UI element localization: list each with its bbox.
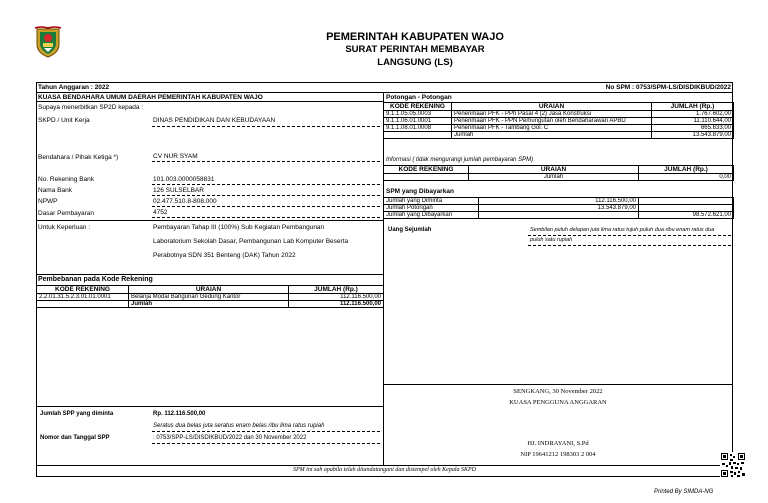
uang-line2: puluh satu rupiah	[530, 237, 573, 243]
table-row: 9.1.1.08.01.0008 Penerimaan PFK - Tambang Gol. C 665.633,00	[384, 125, 734, 132]
pembebanan-total-label: Jumlah	[129, 301, 289, 308]
skpd-label: SKPD / Unit Kerja	[38, 117, 90, 124]
informasi-text: Informasi ( tidak mengurangi jumlah pembayaran SPM)	[386, 157, 534, 163]
sign-place-date: SENGKANG, 30 November 2022	[513, 388, 603, 395]
npwp-value: 02.477.510.8-808.000	[153, 198, 217, 205]
qr-code	[720, 452, 746, 478]
rekening-label: No. Rekening Bank	[38, 176, 95, 183]
potongan-header-uraian: URAIAN	[452, 103, 652, 111]
bendahara-label: Bendahara / Pihak Ketiga *)	[38, 154, 119, 161]
info-header-jumlah: JUMLAH (Rp.)	[639, 166, 734, 174]
bendahara-value: CV NUR SYAM	[153, 153, 198, 160]
rekening-value: 101.003.0000058831	[153, 176, 215, 183]
bank-label: Nama Bank	[38, 187, 72, 194]
table-row: 2.2.01.31.5.2.3.01.01.0001 Belanja Modal Bangunan Gedung Kantor 112.116.500,00	[37, 294, 384, 301]
table-row: Jumlah yang Dibayarkan 98.572.621,00	[384, 212, 734, 219]
footer-note: SPM ini sah apabila telah ditandatangani dan distempel oleh Kepala SKPD	[293, 467, 476, 473]
printed-by: Printed By SIMDA-NG	[654, 489, 714, 495]
pembebanan-header-kode: KODE REKENING	[37, 286, 129, 294]
dasar-label: Dasar Pembayaran	[38, 210, 94, 217]
potongan-total: 13.543.879,00	[652, 132, 734, 139]
keperluan-label: Untuk Keperluan :	[38, 224, 91, 231]
pembebanan-total: 112.116.500,00	[289, 301, 384, 308]
dibayarkan-table	[383, 197, 734, 219]
potongan-title: Potongan - Potongan	[386, 94, 452, 101]
pembebanan-header-uraian: URAIAN	[129, 286, 289, 294]
uang-line1: Sembilan puluh delapan juta lima ratus tujuh puluh dua ribu enam ratus dua	[530, 227, 715, 233]
pembebanan-title: Pembebanan pada Kode Rekening	[38, 276, 153, 283]
info-total-label: Jumlah	[469, 174, 639, 181]
nomor-value: : 0753/SPP-LS/DISDIKBUD/2022 dan 30 November 2022	[153, 435, 307, 441]
table-row: Jumlah yang Diminta 112.116.500,00	[384, 198, 734, 205]
potongan-header-kode: KODE REKENING	[384, 103, 452, 111]
spp-terbilang: Seratus dua belas juta seratus enam belas ribu lima ratus rupiah	[153, 423, 325, 429]
no-spm: No SPM : 0753/SPM-LS/DISDIKBUD/2022	[605, 84, 731, 91]
pembebanan-table	[36, 285, 384, 308]
info-header-kode: KODE REKENING	[384, 166, 469, 174]
keperluan-line1: Pembayaran Tahap III (100%) Sub Kegiatan Pembangunan	[153, 224, 325, 231]
table-row: 9.1.1.05.05.0003 Penerimaan PFK - PPh Pasal 4 (2) Jasa Konstruksi 1.767.602,00	[384, 111, 734, 118]
spp-value: Rp. 112.116.500,00	[153, 411, 206, 417]
pembebanan-header-jumlah: JUMLAH (Rp.)	[289, 286, 384, 294]
keperluan-line3: Perabotnya SDN 351 Benteng (DAK) Tahun 2022	[153, 252, 296, 259]
potongan-header-jumlah: JUMLAH (Rp.)	[652, 103, 734, 111]
potongan-table	[383, 102, 734, 139]
sign-name: HJ. INDRAYANI, S.Pd	[527, 440, 589, 447]
uang-label: Uang Sejumlah	[388, 227, 432, 233]
potongan-total-label: Jumlah	[452, 132, 652, 139]
header-line1: PEMERINTAH KABUPATEN WAJO	[326, 31, 504, 43]
supaya-text: Supaya menerbitkan SP2D kepada :	[38, 104, 144, 111]
logo	[34, 26, 62, 58]
sign-role: KUASA PENGGUNA ANGGARAN	[509, 399, 607, 406]
sign-nip: NIP 19641212 198303 2 004	[520, 451, 596, 458]
info-total: 0,00	[639, 174, 734, 181]
dasar-value: 4752	[153, 209, 168, 216]
bank-value: 126 SULSELBAR	[153, 187, 204, 194]
informasi-table	[383, 165, 734, 181]
header-line2: SURAT PERINTAH MEMBAYAR	[345, 44, 485, 55]
spp-label: Jumlah SPP yang diminta	[40, 411, 114, 417]
nomor-label: Nomor dan Tanggal SPP	[40, 435, 110, 441]
info-header-uraian: URAIAN	[469, 166, 639, 174]
tahun-anggaran: Tahun Anggaran : 2022	[38, 84, 110, 91]
dibayarkan-title: SPM yang Dibayarkan	[386, 188, 454, 195]
npwp-label: NPWP	[38, 198, 58, 205]
skpd-value: DINAS PENDIDIKAN DAN KEBUDAYAAN	[153, 117, 276, 124]
table-row: Jumlah Potongan 13.543.879,00	[384, 205, 734, 212]
kuasa-bendahara: KUASA BENDAHARA UMUM DAERAH PEMERINTAH KABUPATEN WAJO	[38, 94, 263, 101]
keperluan-line2: Laboratorium Sekolah Dasar, Pembangunan Lab Komputer Beserta	[153, 238, 349, 245]
header-line3: LANGSUNG (LS)	[377, 57, 453, 68]
table-row: 9.1.1.06.01.0001 Penerimaan PFK - PPN Pemungutan oleh Bendaharawan APBD 11.110.644,00	[384, 118, 734, 125]
